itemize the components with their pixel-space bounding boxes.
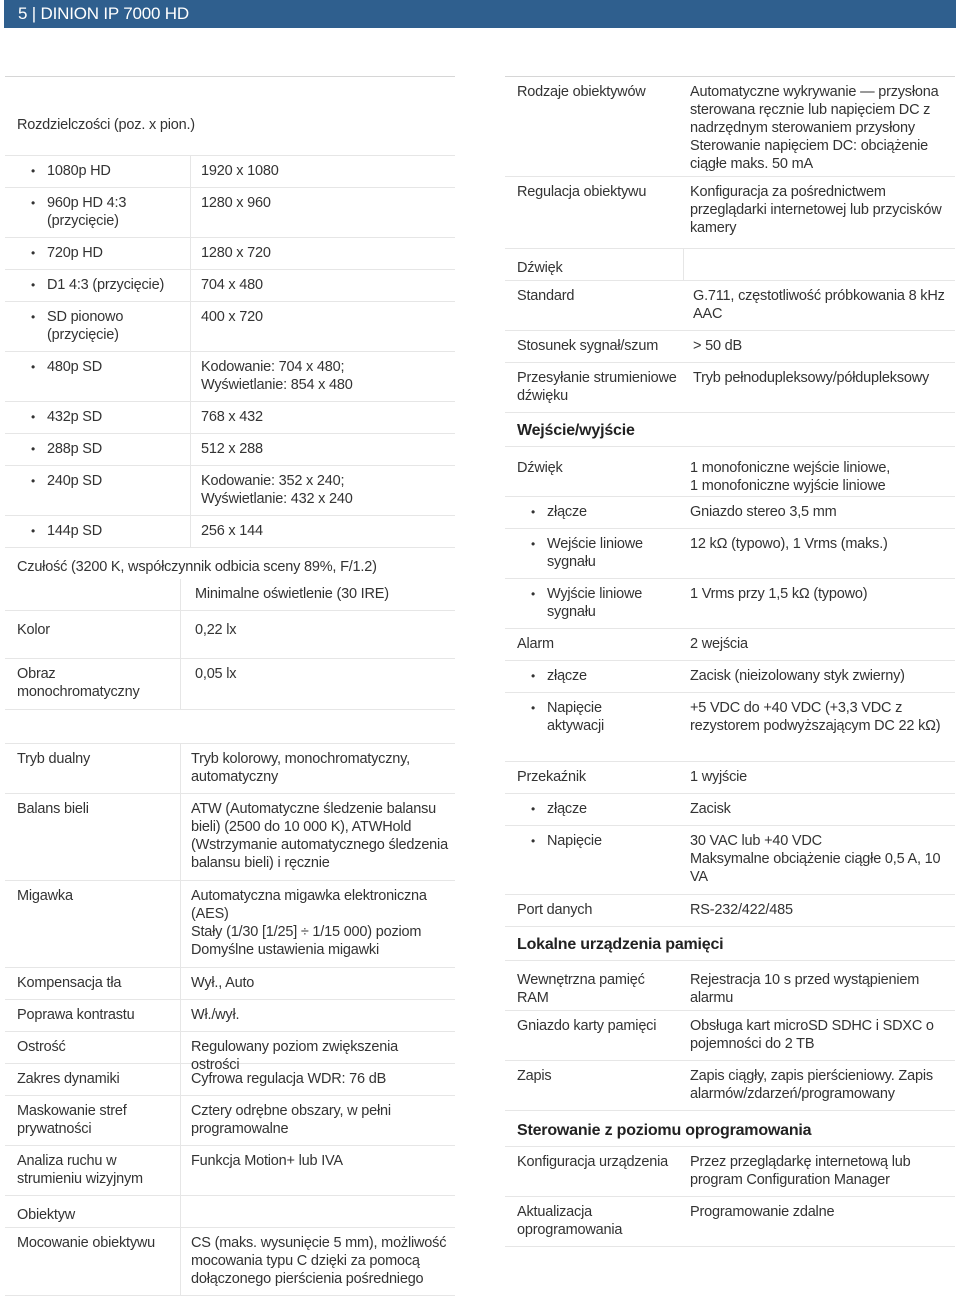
table-row bbox=[5, 744, 455, 794]
table-row bbox=[505, 961, 955, 1011]
table-row bbox=[505, 1197, 955, 1247]
table-row bbox=[505, 794, 955, 826]
table-row bbox=[505, 1011, 955, 1061]
resolution-name: • 144p SD bbox=[5, 516, 190, 547]
table-row bbox=[5, 352, 455, 402]
audio-name: Przesyłanie strumieniowe dźwięku bbox=[517, 370, 677, 404]
table-row bbox=[5, 516, 455, 548]
storage-table bbox=[505, 927, 955, 1111]
relay-label: Przekaźnik bbox=[517, 769, 586, 785]
resolution-value: 704 x 480 bbox=[190, 270, 455, 301]
resolution-value: 1920 x 1080 bbox=[190, 156, 455, 187]
resolution-name: • D1 4:3 (przycięcie) bbox=[5, 270, 190, 301]
relay-sub-value: 30 VAC lub +40 VDC bbox=[690, 833, 822, 849]
feature-value: Domyślne ustawienia migawki bbox=[191, 942, 380, 958]
audio-value-group bbox=[683, 281, 955, 330]
alarm-value: 2 wejścia bbox=[690, 636, 748, 652]
table-row bbox=[505, 413, 955, 447]
page-header-title: 5 | DINION IP 7000 HD bbox=[18, 4, 189, 23]
io-sub-value: 12 kΩ (typowo), 1 Vrms (maks.) bbox=[690, 536, 888, 552]
feature-name: Migawka bbox=[17, 888, 73, 904]
alarm-sub-value: Zacisk (nieizolowany styk zwierny) bbox=[690, 668, 905, 684]
table-row bbox=[5, 77, 455, 156]
audio-table bbox=[505, 249, 955, 413]
table-row bbox=[5, 1096, 455, 1146]
data-port-value: RS-232/422/485 bbox=[690, 902, 793, 918]
feature-value: Cyfrowa regulacja WDR: 76 dB bbox=[180, 1064, 455, 1095]
table-row bbox=[5, 1228, 455, 1296]
storage-name: Gniazdo karty pamięci bbox=[517, 1018, 657, 1034]
table-row bbox=[505, 826, 955, 895]
table-row bbox=[5, 188, 455, 238]
feature-name: Ostrość bbox=[17, 1039, 66, 1055]
resolutions-table bbox=[5, 76, 455, 548]
resolutions-title: Rozdzielczości (poz. x pion.) bbox=[17, 117, 195, 133]
resolution-value: Kodowanie: 352 x 240; Wyświetlanie: 432 x 240 bbox=[190, 466, 455, 515]
io-table bbox=[505, 413, 955, 927]
feature-name: Poprawa kontrastu bbox=[17, 1007, 135, 1023]
relay-sub-value-group bbox=[680, 826, 955, 894]
table-row bbox=[5, 1196, 455, 1228]
lens-table bbox=[5, 1196, 455, 1296]
table-row bbox=[5, 794, 455, 881]
table-row bbox=[5, 1064, 455, 1096]
table-row bbox=[505, 281, 955, 331]
relay-sub-name: • Napięcie bbox=[505, 826, 680, 894]
sensitivity-title: Czułość bbox=[17, 559, 68, 575]
feature-value-group bbox=[180, 881, 455, 967]
software-title: Sterowanie z poziomu oprogramowania bbox=[517, 1122, 812, 1139]
table-row bbox=[505, 363, 955, 413]
table-row bbox=[505, 693, 955, 762]
resolution-value: 1280 x 960 bbox=[190, 188, 455, 237]
lens-types-value: Automatyczne wykrywanie — przysłona sterowana ręcznie lub napięciem DC z nadrzędnym sterowaniem przysłony bbox=[690, 84, 939, 136]
relay-value: 1 wyjście bbox=[690, 769, 748, 785]
io-sub-name: • złącze bbox=[505, 497, 680, 528]
feature-name: Kompensacja tła bbox=[17, 975, 122, 991]
resolution-name: • SD pionowo (przycięcie) bbox=[5, 302, 190, 351]
resolution-value: 1280 x 720 bbox=[190, 238, 455, 269]
io-sub-value: Gniazdo stereo 3,5 mm bbox=[690, 504, 837, 520]
lens-types-label: Rodzaje obiektywów bbox=[517, 84, 646, 100]
table-row bbox=[505, 529, 955, 579]
software-value: Przez przeglądarkę internetową lub program Configuration Manager bbox=[690, 1154, 911, 1188]
table-row bbox=[5, 968, 455, 1000]
feature-name: Zakres dynamiki bbox=[17, 1071, 120, 1087]
storage-title: Lokalne urządzenia pamięci bbox=[517, 936, 724, 953]
io-audio-value: 1 monofoniczne wejście liniowe, bbox=[690, 460, 891, 476]
io-audio-value-group bbox=[680, 447, 955, 496]
lens-types-value-group bbox=[680, 77, 955, 176]
page-header bbox=[4, 0, 956, 28]
left-column bbox=[5, 76, 455, 1296]
empty-cell bbox=[5, 579, 180, 610]
resolution-name: • 960p HD 4:3 (przycięcie) bbox=[5, 188, 190, 237]
table-row bbox=[5, 1032, 455, 1073]
table-row bbox=[505, 497, 955, 529]
table-row bbox=[5, 270, 455, 302]
alarm-sub-value: +5 VDC do +40 VDC (+3,3 VDC z rezystorem podwyższającym DC 22 kΩ) bbox=[690, 700, 941, 734]
table-row bbox=[5, 402, 455, 434]
sensitivity-value: 0,05 lx bbox=[180, 659, 455, 709]
audio-value: > 50 dB bbox=[693, 338, 742, 354]
table-row bbox=[505, 895, 955, 927]
feature-value: Wył., Auto bbox=[180, 968, 455, 999]
audio-value: AAC bbox=[693, 306, 723, 322]
software-name: Aktualizacja oprogramowania bbox=[517, 1204, 623, 1238]
alarm-label: Alarm bbox=[517, 636, 554, 652]
storage-name: Wewnętrzna pamięć RAM bbox=[517, 972, 645, 1006]
resolution-name: • 432p SD bbox=[5, 402, 190, 433]
feature-value: Tryb kolorowy, monochromatyczny, automatyczny bbox=[180, 744, 455, 793]
io-audio-label: Dźwięk bbox=[517, 460, 563, 476]
table-row bbox=[505, 77, 955, 177]
table-row bbox=[5, 1146, 455, 1196]
table-row bbox=[505, 1061, 955, 1111]
table-row bbox=[505, 927, 955, 961]
io-sub-name: • Wejście liniowe sygnału bbox=[505, 529, 680, 578]
resolution-value: 256 x 144 bbox=[190, 516, 455, 547]
resolution-name: • 288p SD bbox=[5, 434, 190, 465]
storage-name: Zapis bbox=[517, 1068, 552, 1084]
feature-value: ATW (Automatyczne śledzenie balansu bieli) (2500 do 10 000 K), ATWHold (Wstrzymanie automatycznego śledzenia balansu bieli) i ręcznie bbox=[180, 794, 455, 880]
audio-name: Stosunek sygnał/szum bbox=[517, 338, 659, 354]
feature-name: Analiza ruchu w strumieniu wizyjnym bbox=[17, 1153, 143, 1187]
table-row bbox=[5, 434, 455, 466]
right-column bbox=[505, 76, 955, 1247]
feature-value: Cztery odrębne obszary, w pełni programowalne bbox=[180, 1096, 455, 1145]
software-value: Programowanie zdalne bbox=[690, 1204, 835, 1220]
alarm-sub-name: • Napięcie aktywacji bbox=[505, 693, 680, 761]
sensitivity-table bbox=[5, 548, 455, 710]
feature-value: Automatyczna migawka elektroniczna (AES) bbox=[191, 888, 427, 922]
data-port-label: Port danych bbox=[517, 902, 593, 918]
table-row bbox=[505, 249, 955, 281]
software-name: Konfiguracja urządzenia bbox=[517, 1154, 668, 1170]
relay-sub-value: Zacisk bbox=[690, 801, 731, 817]
lens-types-value: Sterowanie napięciem DC: obciążenie ciągłe maks. 50 mA bbox=[690, 138, 929, 172]
table-row bbox=[5, 302, 455, 352]
table-row bbox=[505, 762, 955, 794]
audio-title: Dźwięk bbox=[517, 260, 563, 276]
sensitivity-heading bbox=[5, 548, 455, 579]
lens-mount-value: CS (maks. wysunięcie 5 mm), możliwość mocowania typu C dzięki za pomocą dołączonego pierścienia pośredniego bbox=[180, 1228, 455, 1295]
lens-control-value: Konfiguracja za pośrednictwem przeglądarki internetowej lub przycisków kamery bbox=[690, 184, 942, 236]
feature-value: Funkcja Motion+ lub IVA bbox=[180, 1146, 455, 1195]
audio-value: Tryb pełnodupleksowy/półdupleksowy bbox=[693, 370, 930, 386]
table-row bbox=[505, 177, 955, 249]
io-sub-value: 1 Vrms przy 1,5 kΩ (typowo) bbox=[690, 586, 868, 602]
table-row bbox=[505, 447, 955, 497]
table-row bbox=[505, 331, 955, 363]
table-row bbox=[505, 1147, 955, 1197]
lens-mount-label: Mocowanie obiektywu bbox=[17, 1235, 156, 1251]
table-row bbox=[5, 466, 455, 516]
feature-name: Balans bieli bbox=[17, 801, 89, 817]
resolution-value: 400 x 720 bbox=[190, 302, 455, 351]
lens-control-label: Regulacja obiektywu bbox=[517, 184, 647, 200]
table-row bbox=[505, 1111, 955, 1147]
io-sub-name: • Wyjście liniowe sygnału bbox=[505, 579, 680, 628]
sensitivity-note: (3200 K, współczynnik odbicia sceny 89%, F/1.2) bbox=[71, 559, 377, 575]
relay-sub-name: • złącze bbox=[505, 794, 680, 825]
table-row bbox=[5, 611, 455, 659]
io-title: Wejście/wyjście bbox=[517, 422, 635, 439]
lens-spec-table bbox=[505, 76, 955, 249]
software-table bbox=[505, 1111, 955, 1247]
feature-name: Maskowanie stref prywatności bbox=[17, 1103, 127, 1137]
resolution-name: • 720p HD bbox=[5, 238, 190, 269]
table-row bbox=[505, 629, 955, 661]
resolution-value: 768 x 432 bbox=[190, 402, 455, 433]
resolution-name: • 1080p HD bbox=[5, 156, 190, 187]
resolution-name: • 240p SD bbox=[5, 466, 190, 515]
storage-value: Obsługa kart microSD SDHC i SDXC o pojemności do 2 TB bbox=[690, 1018, 934, 1052]
sensitivity-column-header: Minimalne oświetlenie (30 IRE) bbox=[180, 579, 455, 610]
table-row bbox=[505, 579, 955, 629]
table-row bbox=[505, 661, 955, 693]
sensitivity-value: 0,22 lx bbox=[180, 611, 455, 658]
table-row bbox=[5, 579, 455, 611]
feature-name: Tryb dualny bbox=[17, 751, 91, 767]
audio-value: G.711, częstotliwość próbkowania 8 kHz bbox=[693, 288, 945, 304]
table-row bbox=[5, 156, 455, 188]
empty-cell bbox=[180, 1196, 455, 1227]
resolution-value: Kodowanie: 704 x 480; Wyświetlanie: 854 x 480 bbox=[190, 352, 455, 401]
relay-sub-value: Maksymalne obciążenie ciągłe 0,5 A, 10 VA bbox=[690, 851, 941, 885]
empty-cell bbox=[683, 249, 955, 280]
storage-value: Rejestracja 10 s przed wystąpieniem alarmu bbox=[690, 972, 920, 1006]
table-row bbox=[5, 548, 455, 579]
resolution-value: 512 x 288 bbox=[190, 434, 455, 465]
lens-title: Obiektyw bbox=[17, 1207, 76, 1223]
storage-value: Zapis ciągły, zapis pierścieniowy. Zapis alarmów/zdarzeń/programowany bbox=[690, 1068, 933, 1102]
features-table bbox=[5, 743, 455, 1196]
alarm-sub-name: • złącze bbox=[505, 661, 680, 692]
table-row bbox=[5, 659, 455, 710]
resolution-name: • 480p SD bbox=[5, 352, 190, 401]
audio-name: Standard bbox=[517, 288, 575, 304]
table-row bbox=[5, 1000, 455, 1032]
feature-value: Regulowany poziom zwiększenia ostrości bbox=[180, 1032, 455, 1063]
sensitivity-name: Obraz monochromatyczny bbox=[17, 666, 140, 700]
table-row bbox=[5, 238, 455, 270]
sensitivity-name: Kolor bbox=[17, 622, 50, 638]
table-row bbox=[5, 881, 455, 968]
feature-value: Stały (1/30 [1/25] ÷ 1/15 000) poziom bbox=[191, 924, 422, 940]
feature-value: Wł./wył. bbox=[180, 1000, 455, 1031]
io-audio-value: 1 monofoniczne wyjście liniowe bbox=[690, 478, 886, 494]
